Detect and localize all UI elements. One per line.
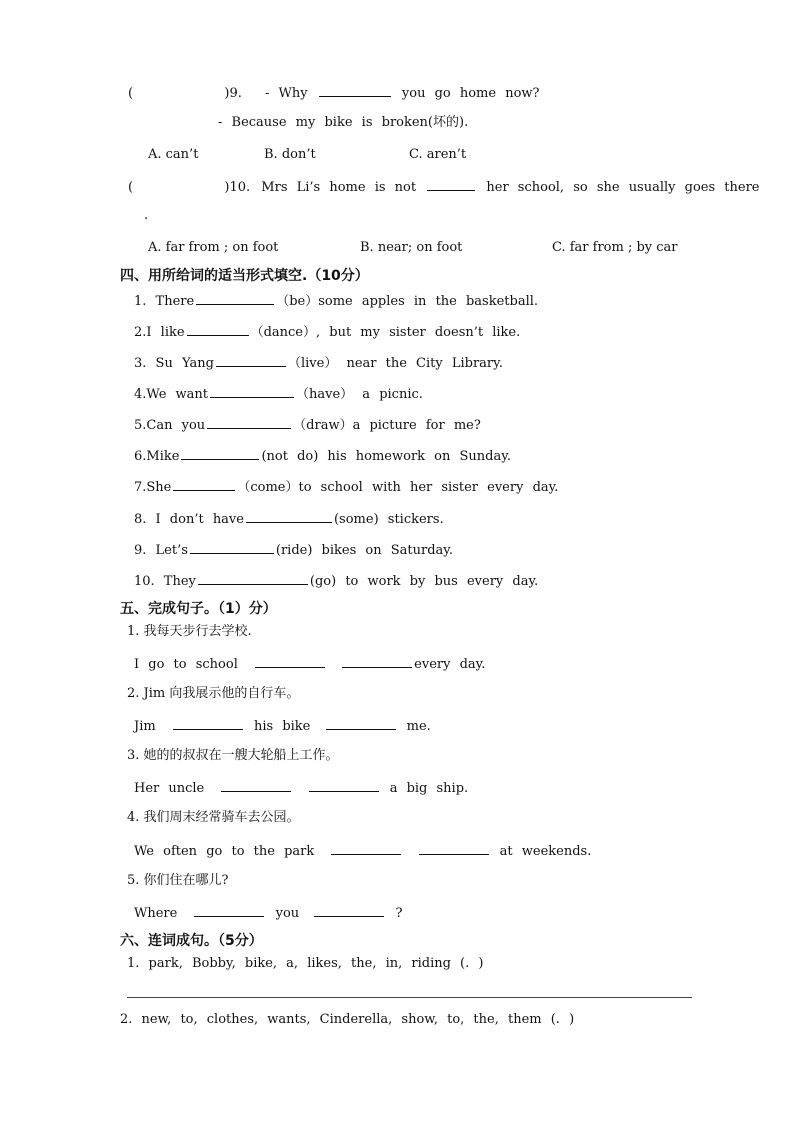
s4-item-4-pre: 4.We want [134,387,209,402]
q9-reply: - Because my bike is broken(坏的). [218,115,469,130]
s5-item-2-part-a: Jim [134,719,156,734]
s5-item-2-part-c: me. [406,719,431,734]
s4-item-9-post: (ride) bikes on Saturday. [275,543,454,558]
s4-item-3-blank[interactable] [216,354,286,367]
s4-item-1 [134,292,538,310]
s4-item-7-blank[interactable] [173,478,235,491]
s4-item-8-pre: 8. I don’t have [134,512,244,527]
section6-heading: 六、连词成句。（5分） [120,933,263,949]
s4-item-9 [134,541,453,559]
s5-item-5-part-a: Where [134,906,178,921]
q9-question-suffix: you go home now? [401,86,540,101]
s5-item-4-part-a: We often go to the park [134,844,315,859]
q10-continuation: . [144,208,149,223]
s5-item-1-chinese: 1. 我每天步行去学校. [127,624,252,639]
s5-item-5-english [134,904,402,922]
s4-item-4 [134,385,423,403]
s4-item-6 [134,447,511,465]
s4-item-7 [134,478,558,496]
s4-item-2-blank[interactable] [187,323,249,336]
s4-item-7-pre: 7.She [134,480,172,495]
s4-item-8-blank[interactable] [246,510,332,523]
s5-item-2-chinese: 2. Jim 向我展示他的自行车。 [127,686,300,701]
s4-item-1-post: （be）some apples in the basketball. [276,294,539,309]
s4-item-6-post: (not do) his homework on Sunday. [261,449,511,464]
s4-item-4-post: （have） a picnic. [296,387,423,402]
q10-blank[interactable] [427,178,475,191]
s4-item-3-post: （live） near the City Library. [287,356,503,371]
q10-prefix: Mrs Li’s home is not [261,180,417,195]
s4-item-10-pre: 10. They [134,574,196,589]
q9-option-c[interactable]: C. aren’t [409,147,467,162]
q9-question-prefix: - Why [265,86,308,101]
s4-item-5-post: （draw）a picture for me? [293,418,481,433]
s4-item-1-blank[interactable] [196,292,274,305]
s4-item-9-pre: 9. Let’s [134,543,188,558]
s4-item-4-blank[interactable] [210,385,294,398]
s6-item-2: 2. new, to, clothes, wants, Cinderella, show, to, the, them (. ) [120,1012,575,1027]
s6-item-1-answer-line[interactable] [127,997,692,998]
s4-item-3 [134,354,503,372]
s4-item-1-pre: 1. There [134,294,195,309]
s5-item-4-english [134,842,591,860]
s5-item-5-blank-1[interactable] [194,904,264,917]
s4-item-8 [134,510,444,528]
s5-item-1-blank-1[interactable] [255,655,325,668]
q10-answer-paren[interactable]: ( )10. [128,180,251,195]
s5-item-3-blank-2[interactable] [309,779,379,792]
q10-suffix: her school, so she usually goes there [486,180,760,195]
s5-item-5-chinese: 5. 你们住在哪儿? [127,873,229,888]
s5-item-1-blank-2[interactable] [342,655,412,668]
s5-item-1-english [134,655,485,673]
q10-option-c[interactable]: C. far from ; by car [552,240,678,255]
s4-item-6-blank[interactable] [181,447,259,460]
s4-item-3-pre: 3. Su Yang [134,356,214,371]
q10-line [128,178,760,196]
q10-option-b[interactable]: B. near; on foot [360,240,463,255]
s5-item-5-part-b: you [275,906,300,921]
s4-item-8-post: (some) stickers. [333,512,444,527]
s5-item-3-blank-1[interactable] [221,779,291,792]
s4-item-7-post: （come）to school with her sister every day. [237,480,559,495]
s4-item-10 [134,572,538,590]
s5-item-4-part-c: at weekends. [499,844,592,859]
section5-heading: 五、完成句子。（1）分） [120,601,277,617]
s5-item-3-part-a: Her uncle [134,781,205,796]
s6-item-1: 1. park, Bobby, bike, a, likes, the, in, riding (. ) [127,956,484,971]
s5-item-1-part-c: every day. [414,657,486,672]
s4-item-6-pre: 6.Mike [134,449,180,464]
s5-item-3-english [134,779,468,797]
s4-item-2-pre: 2.I like [134,325,185,340]
s4-item-2-post: （dance）, but my sister doesn’t like. [250,325,521,340]
q10-option-a[interactable]: A. far from ; on foot [148,240,279,255]
s5-item-1-part-a: I go to school [134,657,238,672]
s4-item-9-blank[interactable] [190,541,274,554]
s5-item-2-english [134,717,431,735]
s4-item-5-blank[interactable] [207,416,291,429]
section4-heading: 四、用所给词的适当形式填空.（10分） [120,268,369,284]
s5-item-4-blank-1[interactable] [331,842,401,855]
s5-item-3-chinese: 3. 她的的叔叔在一艘大轮船上工作。 [127,748,339,763]
q9-option-b[interactable]: B. don’t [264,147,316,162]
s5-item-5-blank-2[interactable] [314,904,384,917]
s5-item-4-blank-2[interactable] [419,842,489,855]
q9-blank[interactable] [319,84,391,97]
q9-option-a[interactable]: A. can’t [148,147,199,162]
s4-item-5-pre: 5.Can you [134,418,206,433]
s5-item-3-part-c: a big ship. [389,781,469,796]
s4-item-10-blank[interactable] [198,572,308,585]
s4-item-2 [134,323,520,341]
s5-item-2-blank-2[interactable] [326,717,396,730]
q9-line [128,84,540,102]
s5-item-2-blank-1[interactable] [173,717,243,730]
s5-item-5-part-c: ? [395,906,403,921]
s4-item-10-post: (go) to work by bus every day. [309,574,539,589]
s5-item-4-chinese: 4. 我们周末经常骑车去公园。 [127,810,300,825]
q9-answer-paren[interactable]: ( )9. [128,86,242,101]
s4-item-5 [134,416,481,434]
s5-item-2-part-b: his bike [253,719,311,734]
